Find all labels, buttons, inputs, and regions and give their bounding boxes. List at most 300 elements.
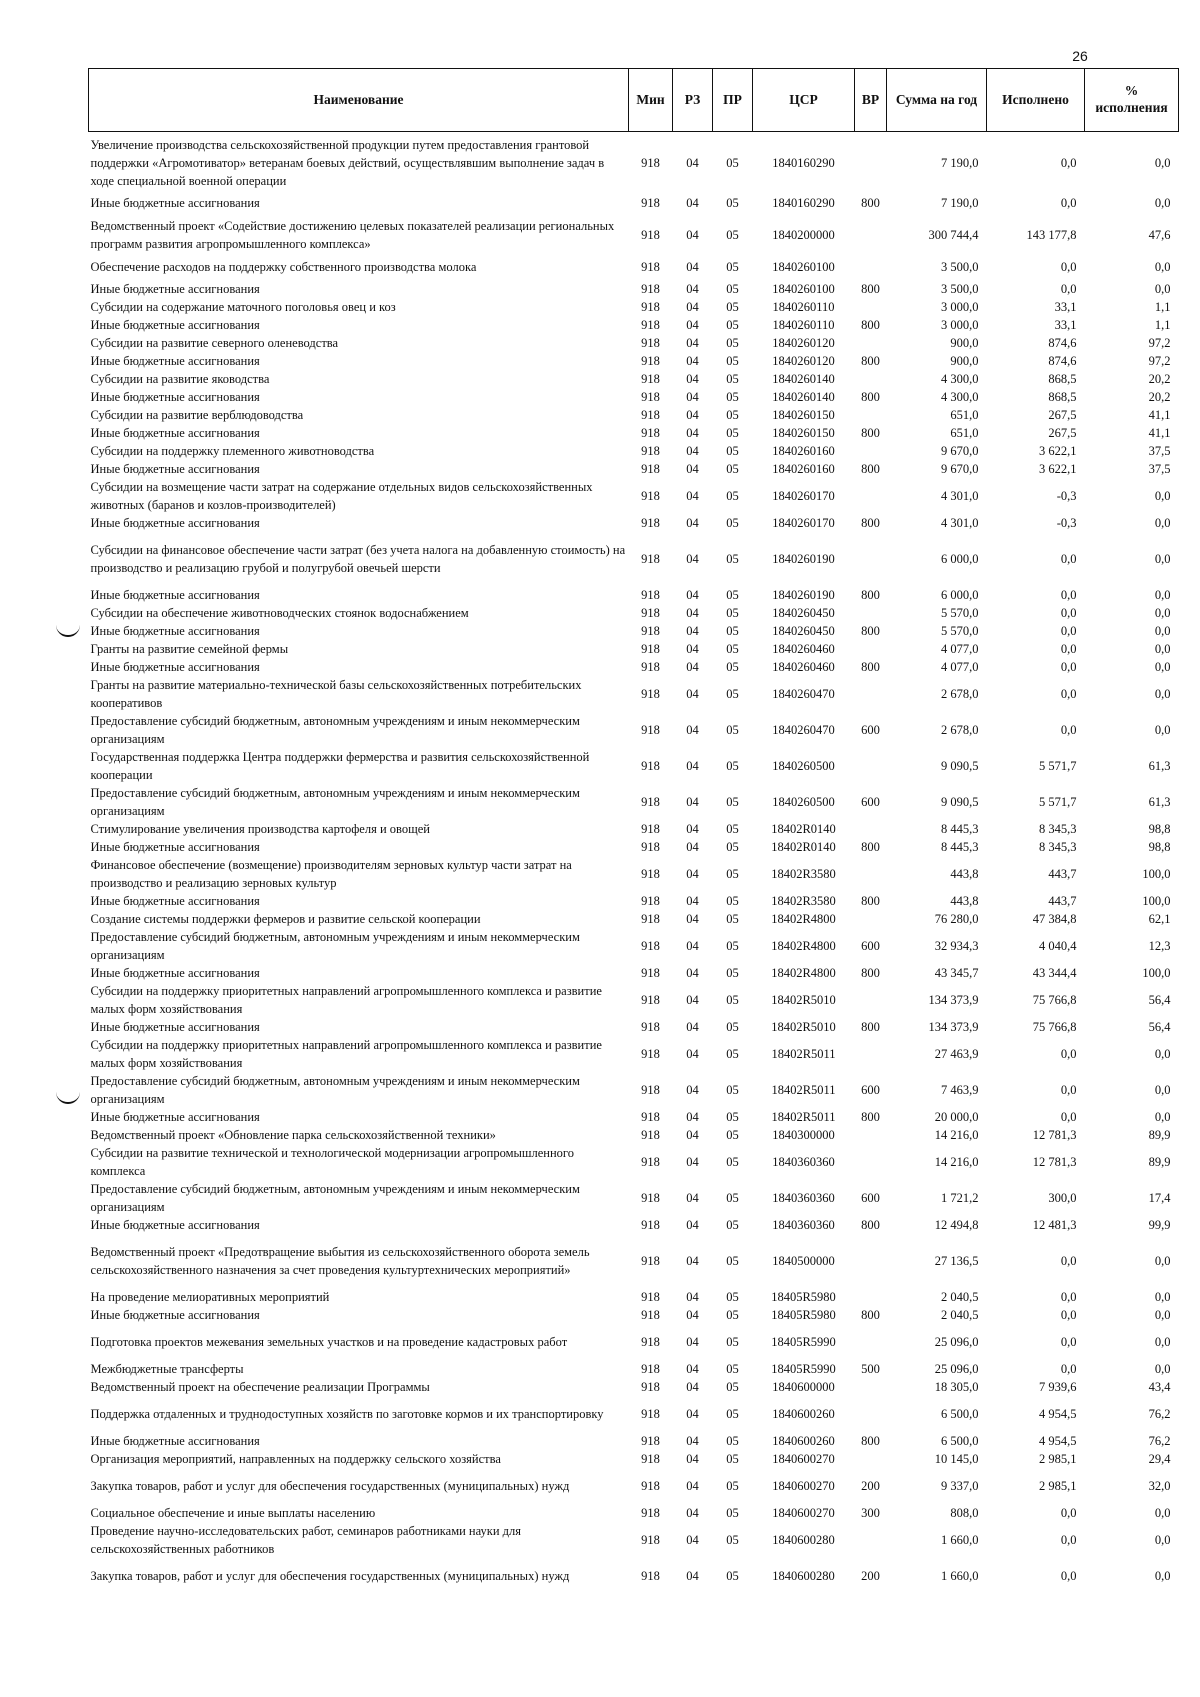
row-sum: 4 077,0 [941,660,979,674]
row-pr: 05 [726,624,739,638]
row-pr: 05 [726,300,739,314]
row-done: 0,0 [1060,1569,1077,1583]
row-vr: 800 [861,840,880,854]
row-rz: 04 [686,1569,699,1583]
row-name: Иные бюджетные ассигнования [90,966,260,980]
row-min: 918 [641,260,660,274]
row-pr: 05 [726,894,739,908]
row-pct: 0,0 [1154,588,1171,602]
row-sum: 9 670,0 [941,462,979,476]
row-pct: 56,4 [1148,993,1171,1007]
row-rz: 04 [686,372,699,386]
row-sum: 4 301,0 [941,489,979,503]
row-pr: 05 [726,1047,739,1061]
row-csr: 1840260140 [772,390,835,404]
row-csr: 1840260450 [772,606,835,620]
row-name: Субсидии на содержание маточного поголовья овец и коз [90,300,396,314]
row-rz: 04 [686,1479,699,1493]
table-row [89,928,1179,964]
row-min: 918 [641,336,660,350]
row-vr [855,532,887,586]
row-vr: 800 [861,1434,880,1448]
row-rz: 04 [686,894,699,908]
row-vr [855,1126,887,1144]
row-vr: 800 [861,588,880,602]
row-min: 918 [641,723,660,737]
row-done: 5 571,7 [1039,759,1077,773]
row-vr: 500 [861,1362,880,1376]
row-pr: 05 [726,260,739,274]
row-pct: 0,0 [1154,1110,1171,1124]
row-csr: 1840360360 [772,1191,835,1205]
row-rz: 04 [686,1083,699,1097]
row-min: 918 [641,1362,660,1376]
row-sum: 2 040,5 [941,1290,979,1304]
table-row [89,1468,1179,1504]
row-done: 874,6 [1048,354,1077,368]
row-sum: 6 000,0 [941,552,979,566]
row-vr: 600 [861,795,880,809]
row-name: Ведомственный проект на обеспечение реализации Программы [90,1380,430,1394]
row-name: Иные бюджетные ассигнования [90,840,260,854]
row-name: Государственная поддержка Центра поддержки фермерства и развития сельскохозяйственной кооперации [90,750,590,782]
row-csr: 1840600270 [772,1506,835,1520]
table-row [89,1180,1179,1216]
row-done: 3 622,1 [1039,462,1077,476]
row-sum: 6 500,0 [941,1407,979,1421]
row-name: Иные бюджетные ассигнования [90,318,260,332]
table-row [89,1396,1179,1432]
row-vr [855,910,887,928]
row-sum: 2 040,5 [941,1308,979,1322]
row-pct: 32,0 [1148,1479,1171,1493]
table-header [89,69,1179,132]
row-min: 918 [641,354,660,368]
row-rz: 04 [686,1506,699,1520]
row-vr: 200 [861,1479,880,1493]
row-done: 0,0 [1060,624,1077,638]
row-done: 33,1 [1054,318,1077,332]
row-name: На проведение мелиоративных мероприятий [90,1290,330,1304]
row-rz: 04 [686,516,699,530]
row-rz: 04 [686,660,699,674]
row-rz: 04 [686,282,699,296]
row-pr: 05 [726,687,739,701]
row-pct: 100,0 [1142,966,1171,980]
row-sum: 12 494,8 [934,1218,979,1232]
row-min: 918 [641,687,660,701]
row-pr: 05 [726,660,739,674]
row-sum: 2 678,0 [941,723,979,737]
row-rz: 04 [686,156,699,170]
row-csr: 18405R5990 [771,1362,836,1376]
row-pct: 0,0 [1154,260,1171,274]
row-pr: 05 [726,426,739,440]
row-pr: 05 [726,282,739,296]
row-name: Иные бюджетные ассигнования [90,1434,260,1448]
row-csr: 1840360360 [772,1155,835,1169]
row-done: 0,0 [1060,723,1077,737]
row-min: 918 [641,196,660,210]
row-rz: 04 [686,588,699,602]
row-name: Иные бюджетные ассигнования [90,1218,260,1232]
row-min: 918 [641,939,660,953]
row-min: 918 [641,300,660,314]
row-min: 918 [641,867,660,881]
row-name: Создание системы поддержки фермеров и развитие сельской кооперации [90,912,481,926]
row-pr: 05 [726,840,739,854]
row-rz: 04 [686,408,699,422]
row-vr: 800 [861,660,880,674]
col-header-csr: ЦСР [753,69,855,132]
row-sum: 808,0 [950,1506,979,1520]
row-name: Иные бюджетные ассигнования [90,1308,260,1322]
handwritten-check-mark [56,625,80,637]
col-header-rz: РЗ [673,69,713,132]
row-pct: 76,2 [1148,1434,1171,1448]
row-done: 75 766,8 [1032,1020,1077,1034]
row-csr: 1840260190 [772,552,835,566]
row-min: 918 [641,318,660,332]
row-vr: 800 [861,318,880,332]
table-row [89,892,1179,910]
row-pct: 100,0 [1142,894,1171,908]
row-name: Увеличение производства сельскохозяйственной продукции путем предоставления грантовой поддержки «Агромотиватор» ветеранам боевых действий, осуществлявшим выполнение задач в ходе специальной военной операции [90,138,605,188]
row-vr: 300 [861,1506,880,1520]
row-name: Ведомственный проект «Обновление парка сельскохозяйственной техники» [90,1128,496,1142]
row-sum: 3 500,0 [941,260,979,274]
row-vr: 800 [861,426,880,440]
row-csr: 1840260500 [772,759,835,773]
row-done: 443,7 [1048,894,1077,908]
row-pr: 05 [726,642,739,656]
table-row [89,640,1179,658]
row-rz: 04 [686,966,699,980]
row-vr: 800 [861,624,880,638]
row-pr: 05 [726,759,739,773]
row-sum: 20 000,0 [934,1110,979,1124]
row-rz: 04 [686,1434,699,1448]
table-row [89,1558,1179,1594]
row-pct: 37,5 [1148,462,1171,476]
row-pct: 97,2 [1148,336,1171,350]
row-pr: 05 [726,822,739,836]
row-pct: 97,2 [1148,354,1171,368]
row-vr [855,370,887,388]
row-sum: 443,8 [950,867,979,881]
table-row [89,388,1179,406]
row-vr: 200 [861,1569,880,1583]
table-row [89,1234,1179,1288]
row-csr: 18402R5011 [771,1110,836,1124]
row-rz: 04 [686,1290,699,1304]
row-vr [855,1144,887,1180]
row-rz: 04 [686,1191,699,1205]
row-vr: 800 [861,1218,880,1232]
row-pct: 61,3 [1148,759,1171,773]
row-csr: 1840260190 [772,588,835,602]
row-vr: 600 [861,1083,880,1097]
row-pr: 05 [726,993,739,1007]
row-done: 0,0 [1060,1506,1077,1520]
row-vr [855,406,887,424]
row-pct: 0,0 [1154,1506,1171,1520]
table-row [89,1108,1179,1126]
row-csr: 1840600270 [772,1452,835,1466]
row-pct: 41,1 [1148,408,1171,422]
row-csr: 18402R4800 [771,939,836,953]
table-row [89,712,1179,748]
row-done: 33,1 [1054,300,1077,314]
row-name: Субсидии на возмещение части затрат на содержание отдельных видов сельскохозяйственных животных (баранов и козлов-производителей) [90,480,593,512]
row-done: -0,3 [1056,516,1077,530]
row-rz: 04 [686,1254,699,1268]
row-name: Закупка товаров, работ и услуг для обеспечения государственных (муниципальных) нужд [90,1569,570,1583]
row-done: 267,5 [1048,426,1077,440]
row-vr [855,298,887,316]
table-row [89,1504,1179,1522]
row-name: Иные бюджетные ассигнования [90,196,260,210]
table-row [89,820,1179,838]
row-name: Организация мероприятий, направленных на поддержку сельского хозяйства [90,1452,501,1466]
row-csr: 1840260120 [772,354,835,368]
row-vr: 800 [861,196,880,210]
row-vr [855,1288,887,1306]
row-min: 918 [641,1506,660,1520]
row-done: 2 985,1 [1039,1452,1077,1466]
table-row [89,298,1179,316]
row-min: 918 [641,624,660,638]
row-rz: 04 [686,1335,699,1349]
row-pct: 0,0 [1154,196,1171,210]
row-done: 4 040,4 [1039,939,1077,953]
row-vr: 800 [861,516,880,530]
row-vr [855,604,887,622]
row-pct: 0,0 [1154,723,1171,737]
row-min: 918 [641,1434,660,1448]
row-sum: 134 373,9 [928,1020,979,1034]
row-rz: 04 [686,1452,699,1466]
row-sum: 3 000,0 [941,318,979,332]
row-csr: 1840600270 [772,1479,835,1493]
table-row [89,604,1179,622]
table-row [89,442,1179,460]
row-csr: 1840260120 [772,336,835,350]
row-done: 0,0 [1060,282,1077,296]
row-csr: 1840600280 [772,1569,835,1583]
row-pct: 0,0 [1154,282,1171,296]
table-row [89,1306,1179,1324]
row-pr: 05 [726,1434,739,1448]
col-header-pr: ПР [713,69,753,132]
row-vr [855,1378,887,1396]
row-min: 918 [641,1110,660,1124]
row-min: 918 [641,1128,660,1142]
row-done: 443,7 [1048,867,1077,881]
row-vr [855,1396,887,1432]
row-min: 918 [641,489,660,503]
row-done: 0,0 [1060,1362,1077,1376]
row-sum: 3 500,0 [941,282,979,296]
row-min: 918 [641,1533,660,1547]
row-pr: 05 [726,1083,739,1097]
row-vr [855,982,887,1018]
row-sum: 1 721,2 [941,1191,979,1205]
row-csr: 18402R4800 [771,966,836,980]
row-name: Предоставление субсидий бюджетным, автономным учреждениям и иным некоммерческим организациям [90,1182,580,1214]
table-row [89,370,1179,388]
row-rz: 04 [686,642,699,656]
row-sum: 76 280,0 [934,912,979,926]
row-csr: 1840260460 [772,642,835,656]
row-pct: 0,0 [1154,1083,1171,1097]
table-row [89,1360,1179,1378]
row-done: 2 985,1 [1039,1479,1077,1493]
row-csr: 1840260160 [772,444,835,458]
row-sum: 7 463,9 [941,1083,979,1097]
row-pr: 05 [726,966,739,980]
row-name: Иные бюджетные ассигнования [90,282,260,296]
row-vr [855,856,887,892]
row-name: Субсидии на финансовое обеспечение части затрат (без учета налога на добавленную стоимость) на производство и реализацию грубой и полугрубой овечьей шерсти [90,543,626,575]
row-min: 918 [641,444,660,458]
row-pct: 0,0 [1154,687,1171,701]
row-pr: 05 [726,606,739,620]
row-done: -0,3 [1056,489,1077,503]
row-rz: 04 [686,426,699,440]
row-pr: 05 [726,1362,739,1376]
row-done: 12 481,3 [1032,1218,1077,1232]
row-done: 8 345,3 [1039,822,1077,836]
row-sum: 4 300,0 [941,390,979,404]
row-pr: 05 [726,1128,739,1142]
row-vr: 800 [861,1110,880,1124]
row-vr [855,1036,887,1072]
row-rz: 04 [686,1128,699,1142]
row-csr: 1840600000 [772,1380,835,1394]
row-name: Иные бюджетные ассигнования [90,516,260,530]
row-sum: 443,8 [950,894,979,908]
row-pr: 05 [726,795,739,809]
row-pr: 05 [726,156,739,170]
row-csr: 18402R5010 [771,1020,836,1034]
row-name: Предоставление субсидий бюджетным, автономным учреждениям и иным некоммерческим организациям [90,1074,580,1106]
row-pr: 05 [726,489,739,503]
row-sum: 900,0 [950,354,979,368]
col-header-sum: Сумма на год [887,69,987,132]
row-name: Субсидии на развитие яководства [90,372,270,386]
row-pr: 05 [726,588,739,602]
table-row [89,676,1179,712]
row-rz: 04 [686,1155,699,1169]
row-name: Иные бюджетные ассигнования [90,1020,260,1034]
row-done: 3 622,1 [1039,444,1077,458]
row-pr: 05 [726,1308,739,1322]
row-done: 7 939,6 [1039,1380,1077,1394]
row-csr: 18402R3580 [771,894,836,908]
row-csr: 18405R5980 [771,1308,836,1322]
row-name: Субсидии на поддержку племенного животноводства [90,444,375,458]
row-rz: 04 [686,1380,699,1394]
row-name: Предоставление субсидий бюджетным, автономным учреждениям и иным некоммерческим организациям [90,786,580,818]
table-row [89,132,1179,191]
row-rz: 04 [686,939,699,953]
row-vr [855,442,887,460]
row-sum: 5 570,0 [941,624,979,638]
row-sum: 3 000,0 [941,300,979,314]
row-min: 918 [641,1155,660,1169]
row-done: 75 766,8 [1032,993,1077,1007]
row-done: 0,0 [1060,1533,1077,1547]
row-name: Иные бюджетные ассигнования [90,894,260,908]
row-pr: 05 [726,939,739,953]
table-row [89,280,1179,298]
row-csr: 1840200000 [772,228,835,242]
col-header-name: Наименование [89,69,629,132]
row-pct: 0,0 [1154,642,1171,656]
row-pr: 05 [726,1452,739,1466]
row-vr [855,1324,887,1360]
row-csr: 1840260150 [772,408,835,422]
row-vr: 800 [861,894,880,908]
row-min: 918 [641,156,660,170]
row-pr: 05 [726,1290,739,1304]
row-csr: 18402R0140 [771,840,836,854]
row-csr: 1840360360 [772,1218,835,1232]
row-done: 43 344,4 [1032,966,1077,980]
row-done: 0,0 [1060,196,1077,210]
row-rz: 04 [686,1407,699,1421]
row-min: 918 [641,462,660,476]
table-row [89,748,1179,784]
row-csr: 1840500000 [772,1254,835,1268]
row-min: 918 [641,660,660,674]
row-pct: 99,9 [1148,1218,1171,1232]
row-min: 918 [641,1479,660,1493]
row-csr: 1840260110 [772,300,835,314]
table-row [89,982,1179,1018]
row-sum: 2 678,0 [941,687,979,701]
row-rz: 04 [686,1020,699,1034]
row-pct: 76,2 [1148,1407,1171,1421]
row-pr: 05 [726,1335,739,1349]
row-csr: 1840260100 [772,282,835,296]
table-row [89,784,1179,820]
table-row [89,1288,1179,1306]
row-rz: 04 [686,228,699,242]
row-pct: 61,3 [1148,795,1171,809]
row-rz: 04 [686,318,699,332]
row-min: 918 [641,516,660,530]
row-sum: 14 216,0 [934,1128,979,1142]
row-name: Межбюджетные трансферты [90,1362,244,1376]
row-name: Иные бюджетные ассигнования [90,426,260,440]
row-csr: 18405R5990 [771,1335,836,1349]
row-rz: 04 [686,912,699,926]
row-pr: 05 [726,867,739,881]
handwritten-check-mark [56,1092,80,1104]
row-csr: 18405R5980 [771,1290,836,1304]
row-done: 4 954,5 [1039,1407,1077,1421]
row-pr: 05 [726,1569,739,1583]
row-sum: 9 090,5 [941,759,979,773]
row-min: 918 [641,894,660,908]
row-name: Гранты на развитие материально-технической базы сельскохозяйственных потребительских кооперативов [90,678,582,710]
row-name: Субсидии на развитие верблюдоводства [90,408,304,422]
col-header-done: Исполнено [987,69,1085,132]
table-row [89,1018,1179,1036]
row-name: Предоставление субсидий бюджетным, автономным учреждениям и иным некоммерческим организациям [90,930,580,962]
